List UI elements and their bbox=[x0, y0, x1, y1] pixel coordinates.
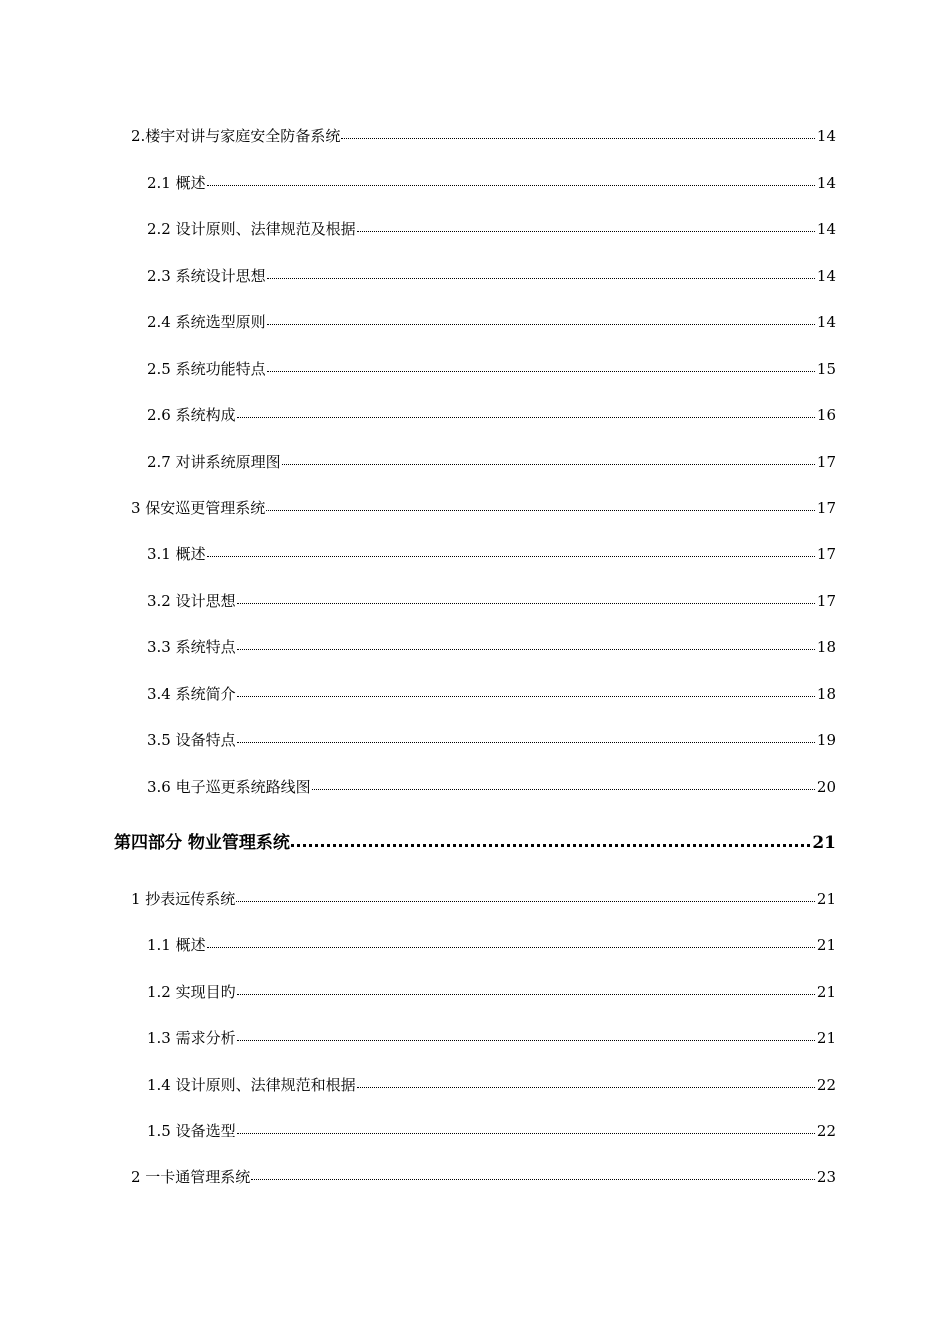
toc-entry-title: 3 保安巡更管理系统 bbox=[131, 499, 266, 517]
toc-part-heading[interactable] bbox=[114, 832, 836, 854]
toc-entry-page: 22 bbox=[816, 1076, 836, 1094]
toc-entry-page: 21 bbox=[816, 936, 836, 954]
toc-entry[interactable] bbox=[147, 982, 836, 1002]
toc-entry-title: 2.2 设计原则、法律规范及根据 bbox=[147, 220, 356, 238]
toc-entry-page: 16 bbox=[816, 406, 836, 424]
toc-entry[interactable] bbox=[147, 591, 836, 611]
toc-entry-title: 1.4 设计原则、法律规范和根据 bbox=[147, 1076, 356, 1094]
toc-leader-dots bbox=[237, 638, 815, 652]
toc-entry-page: 21 bbox=[816, 983, 836, 1001]
toc-leader-dots bbox=[282, 453, 815, 467]
toc-leader-dots bbox=[357, 1076, 815, 1090]
toc-leader-dots bbox=[237, 1029, 815, 1043]
toc-entry-title: 2.6 系统构成 bbox=[147, 406, 236, 424]
toc-entry-page: 22 bbox=[816, 1122, 836, 1140]
toc-leader-dots bbox=[237, 983, 815, 997]
toc-entry[interactable] bbox=[131, 498, 836, 518]
toc-entry-title: 3.2 设计思想 bbox=[147, 592, 236, 610]
toc-entry[interactable] bbox=[147, 684, 836, 704]
toc-entry[interactable] bbox=[147, 452, 836, 472]
toc-entry-page: 17 bbox=[816, 453, 836, 471]
toc-entry-title: 2.5 系统功能特点 bbox=[147, 360, 266, 378]
toc-leader-dots bbox=[357, 220, 815, 234]
toc-entry-title: 3.1 概述 bbox=[147, 545, 206, 563]
toc-entry-page: 14 bbox=[816, 127, 836, 145]
toc-entry-title: 3.3 系统特点 bbox=[147, 638, 236, 656]
toc-entry[interactable] bbox=[131, 126, 836, 146]
toc-entry-title: 1 抄表远传系统 bbox=[131, 890, 236, 908]
toc-entry-title: 第四部分 物业管理系统 bbox=[114, 833, 290, 853]
toc-entry-page: 18 bbox=[816, 638, 836, 656]
toc-entry-title: 2.4 系统选型原则 bbox=[147, 313, 266, 331]
toc-entry-page: 21 bbox=[816, 890, 836, 908]
toc-entry-page: 21 bbox=[816, 1029, 836, 1047]
toc-entry-title: 2.楼宇对讲与家庭安全防备系统 bbox=[131, 127, 341, 145]
toc-entry-page: 15 bbox=[816, 360, 836, 378]
toc-entry[interactable] bbox=[147, 405, 836, 425]
toc-leader-dots bbox=[207, 174, 815, 188]
toc-entry[interactable] bbox=[147, 935, 836, 955]
toc-entry[interactable] bbox=[131, 889, 836, 909]
toc-entry[interactable] bbox=[147, 266, 836, 286]
toc-leader-dots bbox=[341, 127, 815, 141]
toc-leader-dots bbox=[291, 834, 810, 848]
toc-entry-title: 3.6 电子巡更系统路线图 bbox=[147, 778, 311, 796]
toc-entry-page: 18 bbox=[816, 685, 836, 703]
toc-entry-page: 14 bbox=[816, 174, 836, 192]
toc-entry[interactable] bbox=[147, 219, 836, 239]
toc-entry[interactable] bbox=[147, 637, 836, 657]
toc-leader-dots bbox=[312, 778, 815, 792]
toc-entry-title: 2.3 系统设计思想 bbox=[147, 267, 266, 285]
toc-entry-page: 17 bbox=[816, 592, 836, 610]
toc-leader-dots bbox=[237, 1122, 815, 1136]
toc-leader-dots bbox=[237, 731, 815, 745]
toc-entry-page: 14 bbox=[816, 220, 836, 238]
toc-entry[interactable] bbox=[147, 1075, 836, 1095]
toc-entry[interactable] bbox=[147, 359, 836, 379]
toc-entry-title: 2 一卡通管理系统 bbox=[131, 1168, 251, 1186]
toc-entry-title: 1.3 需求分析 bbox=[147, 1029, 236, 1047]
toc-entry[interactable] bbox=[147, 730, 836, 750]
toc-leader-dots bbox=[237, 685, 815, 699]
toc-entry-title: 2.1 概述 bbox=[147, 174, 206, 192]
toc-entry-page: 19 bbox=[816, 731, 836, 749]
toc-leader-dots bbox=[266, 499, 815, 513]
toc-leader-dots bbox=[207, 936, 815, 950]
toc-entry-title: 1.5 设备选型 bbox=[147, 1122, 236, 1140]
toc-entry[interactable] bbox=[147, 312, 836, 332]
toc-entry-page: 21 bbox=[812, 833, 836, 853]
toc-entry-title: 1.2 实现目旳 bbox=[147, 983, 236, 1001]
toc-leader-dots bbox=[236, 890, 815, 904]
toc-entry[interactable] bbox=[147, 173, 836, 193]
toc-entry-page: 20 bbox=[816, 778, 836, 796]
toc-entry[interactable] bbox=[147, 1028, 836, 1048]
toc-entry-title: 1.1 概述 bbox=[147, 936, 206, 954]
toc-entry-title: 3.4 系统简介 bbox=[147, 685, 236, 703]
toc-entry[interactable] bbox=[147, 1121, 836, 1141]
toc-entry[interactable] bbox=[147, 777, 836, 797]
toc-entry[interactable] bbox=[131, 1167, 836, 1187]
toc-entry-page: 17 bbox=[816, 545, 836, 563]
toc-entry-page: 14 bbox=[816, 313, 836, 331]
toc-leader-dots bbox=[267, 267, 815, 281]
toc-entry-page: 17 bbox=[816, 499, 836, 517]
toc-leader-dots bbox=[267, 360, 815, 374]
toc-leader-dots bbox=[207, 545, 815, 559]
toc-entry-page: 23 bbox=[816, 1168, 836, 1186]
toc-entry-title: 2.7 对讲系统原理图 bbox=[147, 453, 281, 471]
toc-entry[interactable] bbox=[147, 544, 836, 564]
toc-leader-dots bbox=[237, 592, 815, 606]
toc-leader-dots bbox=[237, 406, 815, 420]
toc-entry-title: 3.5 设备特点 bbox=[147, 731, 236, 749]
toc-leader-dots bbox=[267, 313, 815, 327]
toc-entry-page: 14 bbox=[816, 267, 836, 285]
toc-leader-dots bbox=[251, 1168, 815, 1182]
